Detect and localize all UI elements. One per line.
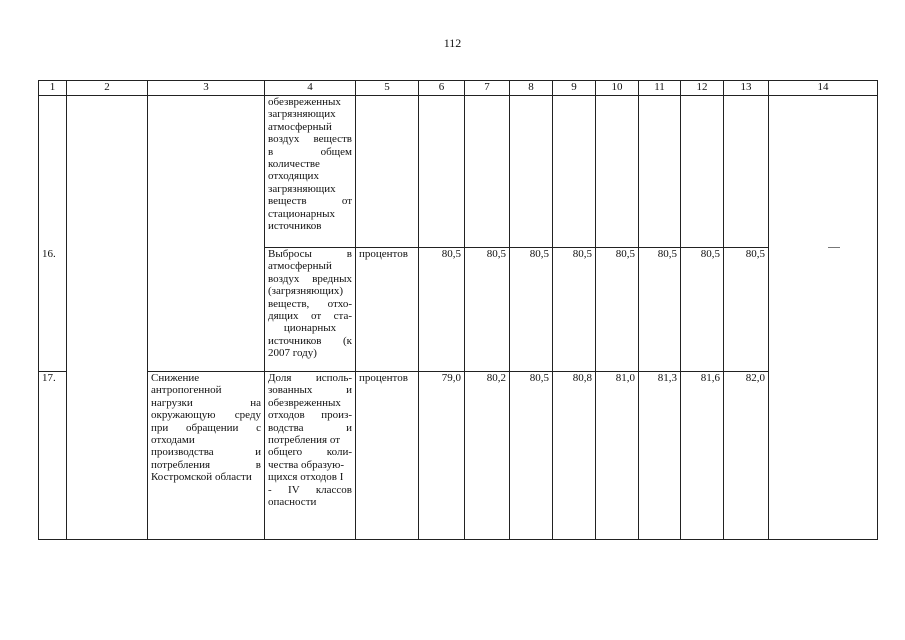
indicator-line: общего коли- [268,446,352,459]
indicator-line: веществ, отхо- [268,297,352,310]
goal-cell [148,96,265,372]
header-col-13: 13 [724,81,769,96]
indicator-line: (загрязняющих) [268,285,343,298]
header-col-14: 14 [769,81,878,96]
column-14-cell [769,96,878,540]
column-2-cell [67,96,148,540]
table-row [39,372,878,540]
indicator-line: отходящих [268,170,319,183]
row-index-cell: 17. [39,372,67,540]
indicator-line: атмосферный [268,120,332,133]
indicator-line: 2007 году) [268,347,317,360]
indicator-line: источников (к [268,334,352,347]
header-col-2: 2 [67,81,148,96]
value-cell: 81,6 [681,372,724,540]
indicator-line: загрязняющих [268,108,336,121]
goal-line: при обращении с [151,421,261,434]
value-cell: 80,5 [724,248,769,372]
indicator-line: потребления от [268,434,341,447]
value-cell [596,96,639,248]
indicator-line: ционарных [283,322,337,335]
value-cell [510,96,553,248]
goal-line: потребления в [151,458,261,471]
value-cell: 80,5 [681,248,724,372]
goal-line: антропогенной [151,384,222,397]
header-col-7: 7 [465,81,510,96]
indicator-line: воздух веществ [268,133,352,146]
value-cell [553,96,596,248]
unit-cell: процентов [356,372,419,540]
value-cell [681,96,724,248]
indicator-line: зованных и [268,384,352,397]
value-cell [724,96,769,248]
indicator-line: количестве [268,158,320,171]
value-cell: 80,5 [596,248,639,372]
indicator-cell [265,372,356,540]
goal-cell [148,372,265,540]
header-row [39,81,878,96]
header-col-12: 12 [681,81,724,96]
indicator-cell [265,248,356,372]
header-col-1: 1 [39,81,67,96]
goal-line: нагрузки на [151,396,261,409]
value-cell: 81,0 [596,372,639,540]
header-col-3: 3 [148,81,265,96]
value-cell [419,96,465,248]
indicator-line: Выбросы в [268,248,352,260]
indicator-cell [265,96,356,248]
goal-line: отходами [151,434,195,447]
unit-cell: процентов [356,248,419,372]
value-cell: 80,5 [553,248,596,372]
dash-mark [828,247,840,248]
indicators-table [38,80,878,540]
table-row [39,96,878,248]
indicator-line: обезвреженных [268,396,341,409]
row-index-cell [39,96,67,372]
indicator-line: щихся отходов I [268,471,344,484]
value-cell: 80,8 [553,372,596,540]
indicator-line: в общем [268,145,352,158]
indicator-line: водства и [268,421,352,434]
indicator-line: опасности [268,496,317,509]
indicator-line: загрязняющих [268,182,336,195]
value-cell: 80,2 [465,372,510,540]
header-col-5: 5 [356,81,419,96]
value-cell: 80,5 [419,248,465,372]
indicator-line: чества образую- [268,458,345,471]
goal-line: Костромской области [151,471,252,484]
indicator-line: - IV классов [268,483,352,496]
header-col-6: 6 [419,81,465,96]
header-col-9: 9 [553,81,596,96]
indicator-line: источников [268,220,322,233]
value-cell: 82,0 [724,372,769,540]
page-number: 112 [443,36,462,50]
row-index-label: 16. [42,248,56,260]
value-cell: 80,5 [510,372,553,540]
goal-line: производства и [151,446,261,459]
header-col-8: 8 [510,81,553,96]
header-col-4: 4 [265,81,356,96]
indicator-line: веществ от [268,195,352,208]
indicator-line: дящих от ста- [268,310,352,323]
row-index-spacer [42,96,63,248]
indicator-line: стационарных [268,207,336,220]
indicator-line: отходов произ- [268,409,352,422]
goal-line: Снижение [151,372,200,384]
value-cell: 80,5 [510,248,553,372]
value-cell: 79,0 [419,372,465,540]
header-col-10: 10 [596,81,639,96]
value-cell: 80,5 [639,248,681,372]
indicator-line: воздух вредных [268,272,352,285]
indicator-line: Доля исполь- [268,372,352,384]
header-col-11: 11 [639,81,681,96]
goal-line: окружающую среду [151,409,261,422]
value-cell: 81,3 [639,372,681,540]
value-cell [639,96,681,248]
indicator-line: обезвреженных [268,96,341,108]
value-cell: 80,5 [465,248,510,372]
value-cell [465,96,510,248]
indicator-line: атмосферный [268,260,332,273]
unit-cell [356,96,419,248]
